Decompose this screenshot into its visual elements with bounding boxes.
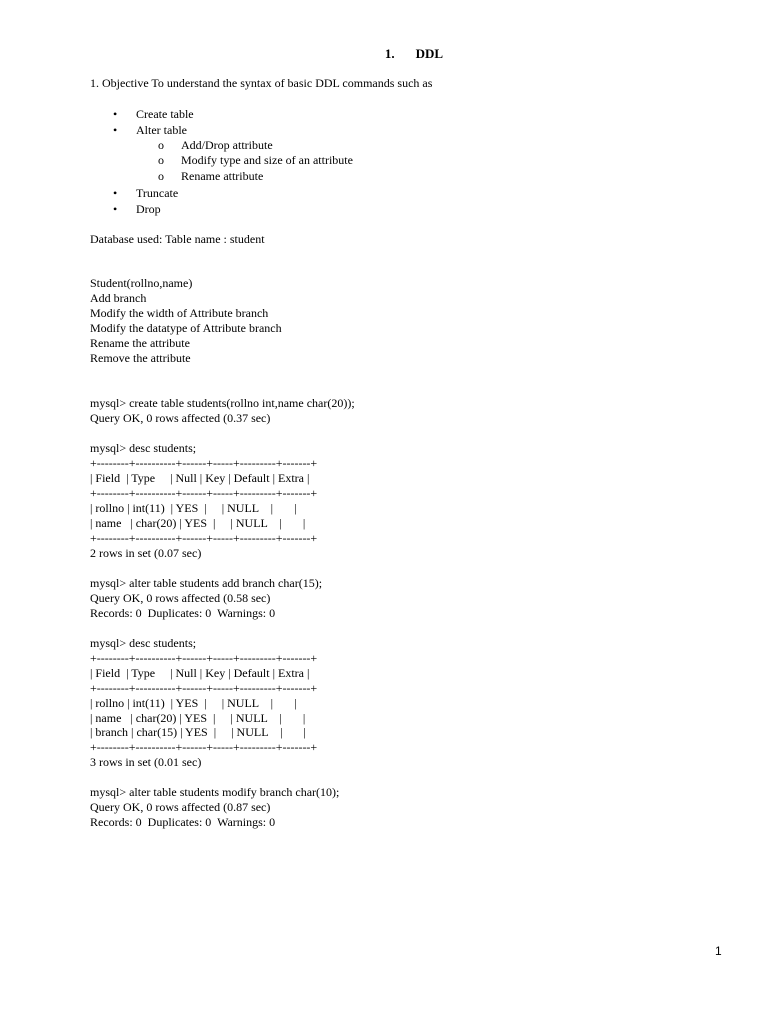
session-line: Query OK, 0 rows affected (0.87 sec) xyxy=(90,800,271,814)
session-line: +--------+----------+------+-----+---------+-------+ xyxy=(90,740,318,754)
session-line: Query OK, 0 rows affected (0.58 sec) xyxy=(90,591,271,605)
subbullet-circle: o xyxy=(158,153,164,167)
page-number: 1 xyxy=(715,944,722,958)
session-line: | name | char(20) | YES | | NULL | | xyxy=(90,711,306,725)
section-heading xyxy=(0,46,768,62)
bullet-alter-table: Alter table xyxy=(136,123,187,137)
subbullet-add-drop: Add/Drop attribute xyxy=(181,138,273,152)
session-line: Records: 0 Duplicates: 0 Warnings: 0 xyxy=(90,815,276,829)
task-line: Rename the attribute xyxy=(90,336,190,350)
session-line: mysql> desc students; xyxy=(90,636,197,650)
bullet-truncate: Truncate xyxy=(136,186,179,200)
database-used: Database used: Table name : student xyxy=(90,232,265,246)
session-line: mysql> alter table students add branch char(15); xyxy=(90,576,323,590)
session-line: Records: 0 Duplicates: 0 Warnings: 0 xyxy=(90,606,276,620)
session-line: +--------+----------+------+-----+---------+-------+ xyxy=(90,531,318,545)
bullet-dot: • xyxy=(113,186,118,200)
task-line: Student(rollno,name) xyxy=(90,276,193,290)
subbullet-rename: Rename attribute xyxy=(181,169,264,183)
session-line: | Field | Type | Null | Key | Default | Extra | xyxy=(90,471,310,485)
subbullet-circle: o xyxy=(158,169,164,183)
bullet-create-table: Create table xyxy=(136,107,194,121)
session-line: Query OK, 0 rows affected (0.37 sec) xyxy=(90,411,271,425)
session-line: mysql> create table students(rollno int,name char(20)); xyxy=(90,396,355,410)
subbullet-modify-type: Modify type and size of an attribute xyxy=(181,153,353,167)
heading-number: 1. xyxy=(384,46,395,61)
session-line: mysql> desc students; xyxy=(90,441,197,455)
bullet-dot: • xyxy=(113,202,118,216)
bullet-dot: • xyxy=(113,123,118,137)
session-line: +--------+----------+------+-----+---------+-------+ xyxy=(90,651,318,665)
session-line: 2 rows in set (0.07 sec) xyxy=(90,546,202,560)
session-line: | name | char(20) | YES | | NULL | | xyxy=(90,516,306,530)
session-line: | Field | Type | Null | Key | Default | Extra | xyxy=(90,666,310,680)
subbullet-circle: o xyxy=(158,138,164,152)
session-line: | rollno | int(11) | YES | | NULL | | xyxy=(90,696,297,710)
bullet-drop: Drop xyxy=(136,202,161,216)
session-line: | branch | char(15) | YES | | NULL | | xyxy=(90,725,306,739)
task-line: Remove the attribute xyxy=(90,351,191,365)
session-line: | rollno | int(11) | YES | | NULL | | xyxy=(90,501,297,515)
session-line: mysql> alter table students modify branch char(10); xyxy=(90,785,340,799)
session-line: +--------+----------+------+-----+---------+-------+ xyxy=(90,456,318,470)
objective-text: 1. Objective To understand the syntax of basic DDL commands such as xyxy=(90,76,433,90)
bullet-dot: • xyxy=(113,107,118,121)
task-line: Modify the datatype of Attribute branch xyxy=(90,321,282,335)
task-line: Modify the width of Attribute branch xyxy=(90,306,269,320)
task-line: Add branch xyxy=(90,291,147,305)
session-line: 3 rows in set (0.01 sec) xyxy=(90,755,202,769)
session-line: +--------+----------+------+-----+---------+-------+ xyxy=(90,486,318,500)
heading-title: DDL xyxy=(415,46,444,61)
session-line: +--------+----------+------+-----+---------+-------+ xyxy=(90,681,318,695)
